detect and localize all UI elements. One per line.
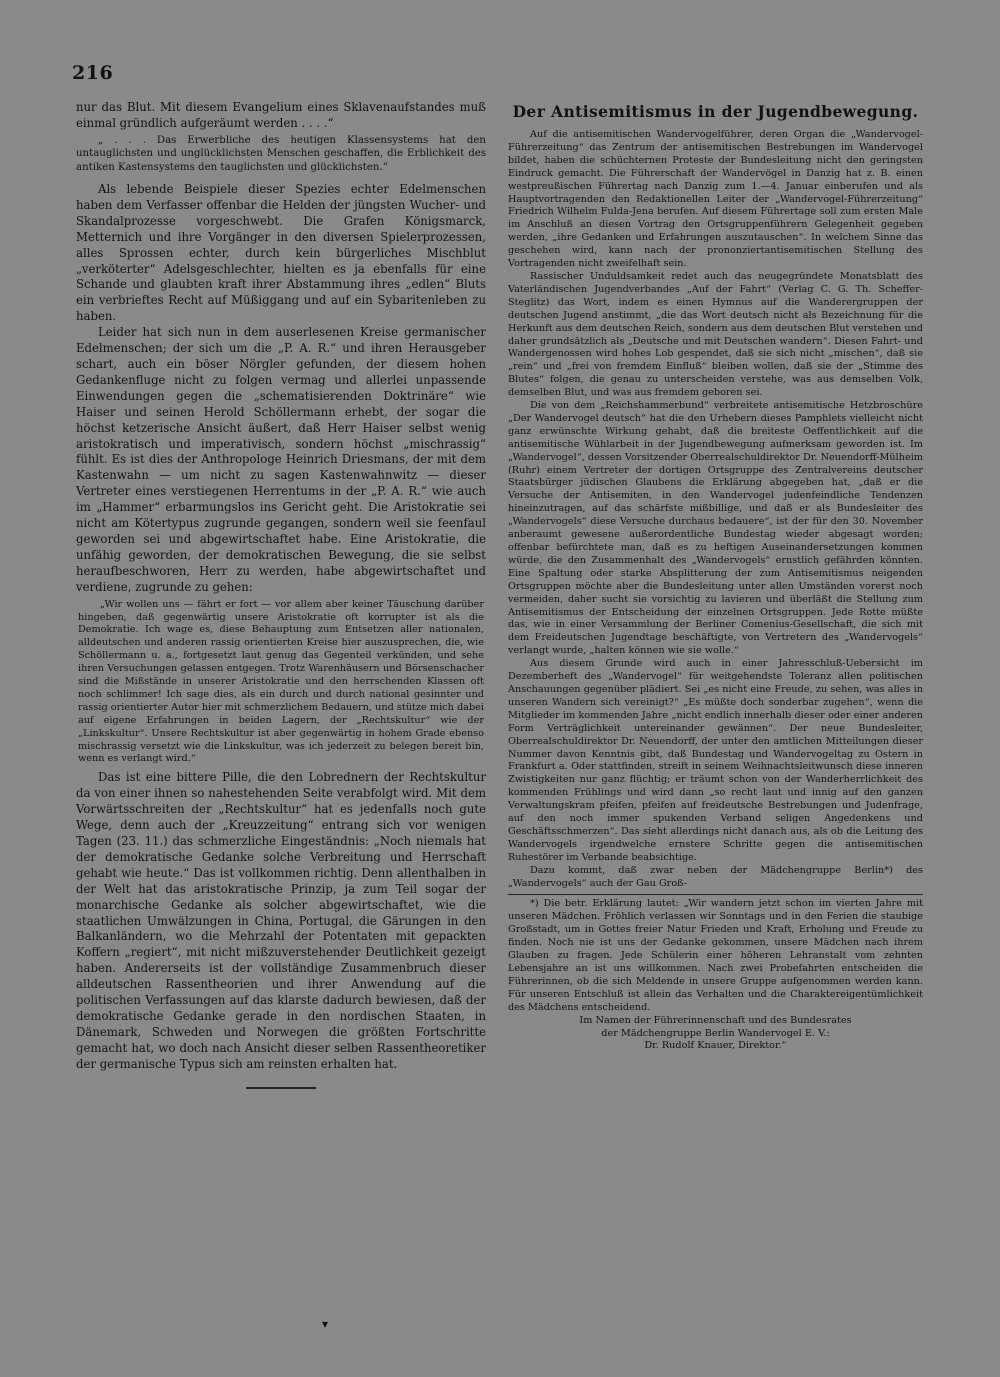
paragraph: nur das Blut. Mit diesem Evangelium eines Sklavenaufstandes muß einmal gründlich aufgeräumt werden . . . .“ — [76, 100, 486, 130]
article-heading: Der Antisemitismus in der Jugendbewegung. — [512, 102, 919, 121]
paragraph: Leider hat sich nun in dem auserlesenen Kreise germanischer Edelmenschen; der sich um die „P. A. R.“ und ihren Herausgeber schart, auch ein böser Nörgler gefunden, der diesem hohen Gedankenfluge nicht zu folgen vermag und allerlei unpassende Einwendungen gegen die „schematisierenden Doktrinäre“ wie Haiser und seinen Herold Schöllermann erhebt, der sogar die höchst ketzerische Ansicht äußert, daß Herr Haiser selbst wenig aristokratisch und imperativisch, sondern höchst „mischrassig“ fühlt. Es ist dies der Anthropologe Heinrich Driesmans, der mit dem Kastenwahn — um nicht zu sagen Kastenwahnwitz — dieser Vertreter eines verstiegenen Herrentums in der „P. A. R.“ wie auch im „Hammer“ erbarmungslos ins Gericht geht. Die Aristokratie sei nicht am Kötertypus zugrunde gegangen, sondern weil sie feenfaul geworden sei und abgewirtschaftet habe. Eine Aristokratie, die unfähig geworden, der demokratischen Bewegung, die sie selbst heraufbeschworen, Herr zu werden, habe abgewirtschaftet und verdiene, zugrunde zu gehen: — [76, 325, 486, 594]
left-column — [76, 100, 486, 1089]
footnote: *) Die betr. Erklärung lautet: „Wir wandern jetzt schon im vierten Jahre mit unseren Mädchen. Fröhlich verlassen wir Sonntags und in den Ferien die staubige Großstadt, um in Gottes freier Natur Frieden und Kraft, Erholung und Freude zu finden. Noch nie ist uns der Gedanke gekommen, unsere Mädchen nach ihrem Glauben zu fragen. Jede Schülerin einer höheren Lehranstalt vom zehnten Lebensjahre an ist uns willkommen. Nach zwei Probefahrten entscheiden die Führerinnen, ob die sich Meldende in unsere Gruppe aufgenommen werden kann. Für unseren Entschluß ist allein das Verhalten und die Charaktereigentümlichkeit des Mädchens entscheidend. — [508, 898, 923, 1013]
signature-line: Im Namen der Führerinnenschaft und des Bundesrates — [579, 1014, 852, 1026]
paragraph: Auf die antisemitischen Wandervogelführer, deren Organ die „Wandervogel-Führerzeitung“ das Zentrum der antisemitischen Bestrebungen im Wandervogel bildet, haben die schüchternen Proteste der Bundesleitung nicht den geringsten Eindruck gemacht. Die Führerschaft der Wandervögel in Danzig hat z. B. einen westpreußischen Führertag nach Danzig zum 1.—4. Januar einberufen und als Hauptvortragenden den Redaktionellen Leiter der „Wandervogel-Führerzeitung“ Friedrich Wilhelm Fulda-Jena berufen. Auf diesem Führertage soll zum ersten Male im Anschluß an diesen Vortrag den Ortsgruppenführern Gelegenheit gegeben werden, „ihre Gedanken und Erfahrungen auszutauschen“. In welchem Sinne das geschehen wird, kann nach der prononziertantisemitischen Stellung des Vortragenden nicht zweifelhaft sein. — [508, 129, 923, 270]
paragraph: „ . . . Das Erwerbliche des heutigen Klassensystems hat den untauglichsten und unglücklichsten Menschen geschaffen, die Erblichkeit des antiken Kastensystems den tauglichsten und glücklichsten.“ — [76, 134, 486, 173]
paragraph: Dazu kommt, daß zwar neben der Mädchengruppe Berlin*) des „Wandervogels“ auch der Gau Groß- — [508, 864, 923, 889]
paragraph: Rassischer Unduldsamkeit redet auch das neugegründete Monatsblatt des Vaterländischen Jugendverbandes „Auf der Fahrt“ (Verlag C. G. Th. Scheffer-Steglitz) das Wort, indem es einen Hymnus auf die Wanderergruppen der deutschen Jugend anstimmt, „die das Wort deutsch nicht als Bezeichnung für die Herkunft aus dem deutschen Reich, sondern aus dem deutschen Blut verstehen und daher grundsätzlich als „Deutsche und mit Deutschen wandern“. Diesen Fahrt- und Wandergenossen wird hohes Lob gespendet, daß sie sich nicht „mischen“, daß sie „rein“ und „frei von fremdem Einfluß“ bleiben wollen, daß sie der „Stimme des Blutes“ folgen, die genau zu unterscheiden verstehe, was aus demselben Volk, demselben Blut, und was aus fremdem geboren sei. — [508, 270, 923, 399]
paragraph: Als lebende Beispiele dieser Spezies echter Edelmenschen haben dem Verfasser offenbar die Helden der jüngsten Wucher- und Skandalprozesse vorgeschwebt. Die Grafen Königsmarck, Metternich und ihre Vorgänger in den diversen Spielerprozessen, alles Sprossen echter, durch kein bürgerliches Mischblut „verköterter“ Adelsgeschlechter, hielten es ja ebenfalls für eine Schande und glaubten kraft ihrer Abstammung ihres „edlen“ Bluts ein verbrieftes Recht auf Müßiggang und auf ein Sybaritenleben zu haben. — [76, 182, 486, 324]
printer-mark-icon: ▾ — [322, 1317, 329, 1331]
paragraph: Die von dem „Reichshammerbund“ verbreitete antisemitische Hetzbroschüre „Der Wandervogel deutsch“ hat die den Urhebern dieses Pamphlets vielleicht nicht ganz erwünschte Wirkung gehabt, daß die breiteste Oeffentlichkeit auf die antisemitische Wühlarbeit in der Jugendbewegung aufmerksam geworden ist. Im „Wandervogel“, dessen Vorsitzender Oberrealschuldirektor Dr. Neuendorff-Mülheim (Ruhr) einem Vertreter der dortigen Ortsgruppe des Zentralvereins deutscher Staatsbürger jüdischen Glaubens die Erklärung abgegeben hat, „daß er die Versuche der Antisemiten, in den Wandervogel judenfeindliche Tendenzen hineinzutragen, auf das schärfste mißbillige, und daß er als Bundesleiter des „Wandervogels“ diese Versuche durchaus bedauere“, ist der für den 30. November anberaumt gewesene außerordentliche Bundestag wieder abgesagt worden; offenbar befürchtete man, daß es zu heftigen Auseinandersetzungen kommen würde, die den Zusammenhalt des „Wandervogels“ ernstlich gefährden könnten. Eine Spaltung oder starke Absplitterung der zum Antisemitismus neigenden Ortsgruppen möchte aber die Bundesleitung unter allen Umständen vorerst noch vermeiden, daher sucht sie vorsichtig zu lavieren und überläßt die Stellung zum Antisemitismus der Entscheidung der einzelnen Ortsgruppen. Jede Rotte müßte das, wie in einer Versammlung der Berliner Comenius-Gesellschaft, die sich mit dem Freideutschen Jugendtage beschäftigte, von Vertretern des „Wandervogels“ verlangt wurde, „halten können wie sie wolle.“ — [508, 400, 923, 657]
signature-line: Dr. Rudolf Knauer, Direktor.“ — [644, 1040, 787, 1052]
paragraph: Aus diesem Grunde wird auch in einer Jahresschluß-Uebersicht im Dezemberheft des „Wandervogel“ für weitgehendste Toleranz allen politischen Anschauungen gegenüber plädiert. Sei „es nicht eine Freude, zu sehen, was alles in unseren Wandern sich vereinigt?“ „Es müßte doch sonderbar zugehen“, wenn die Mitglieder im kommenden Jahre „nicht endlich innerhalb dieser oder einer anderen Form Verträglichkeit untereinander gewännen“. Der neue Bundesleiter, Oberrealschuldirektor Dr. Neuendorff, der unter den amtlichen Mitteilungen dieser Nummer davon Kenntnis gibt, daß Bundestag und Wandervogeltag zu Ostern in Frankfurt a. Oder stattfinden, streift in seinem Weihnachtsleitwunsch diese inneren Zwistigkeiten nur ganz flüchtig; er träumt schon von der Wanderherrlichkeit des kommenden Frühlings und wird dann „so recht laut und innig auf den ganzen Verwaltungskram pfeifen, pfeifen auf freideutsche Bestrebungen und Judenfrage, auf den noch immer spukenden Verband seligen Angedenkens und Geschäftsschmerzen“. Das sieht allerdings nicht danach aus, als ob die Leitung des Wandervogels irgendwelche ernstere Schritte gegen die antisemitischen Ruhestörer im Verbande beabsichtige. — [508, 658, 923, 863]
footnote-divider — [508, 894, 923, 895]
block-quote: „Wir wollen uns — fährt er fort — vor allem aber keiner Täuschung darüber hingeben, daß gegenwärtig unsere Aristokratie oft korrupter ist als die Demokratie. Ich wage es, diese Behauptung zum Entsetzen aller nationalen, alldeutschen und anderen rassig orientierten Kreise hier auszusprechen, die, wie Schöllermann u. a., fortgesetzt laut genug das Gegenteil verkünden, und sehe ihren Versuchungen gelassen entgegen. Trotz Warenhäusern und Börsenschacher sind die Mißstände in unserer Aristokratie und den herrschenden Klassen oft noch schlimmer! Ich sage dies, als ein durch und durch national gesinnter und rassig orientierter Autor hier mit schmerzlichem Bedauern, und stütze mich dabei auf eigene Erfahrungen in beiden Lagern, der „Rechtskultur“ wie der „Linkskultur“. Unsere Rechtskultur ist aber gegenwärtig in hohem Grade ebenso mischrassig versetzt wie die Linkskultur, was ich jederzeit zu belegen bereit bin, wenn es verlangt wird.“ — [78, 598, 484, 765]
end-ornament-rule — [246, 1087, 316, 1089]
page-number: 216 — [72, 62, 114, 84]
signature-line: der Mädchengruppe Berlin Wandervogel E. V.: — [601, 1027, 830, 1039]
right-column — [508, 100, 923, 1053]
paragraph: Das ist eine bittere Pille, die den Lobrednern der Rechtskultur da von einer ihnen so nahestehenden Seite verabfolgt wird. Mit dem Vorwärtsschreiten der „Rechtskultur“ hat es jedenfalls noch gute Wege, denn auch der „Kreuzzeitung“ entrang sich vor wenigen Tagen (23. 11.) das schmerzliche Eingeständnis: „Noch niemals hat der demokratische Gedanke solche Verbreitung und Herrschaft gehabt wie heute.“ Das ist vollkommen richtig. Denn allenthalben in der Welt hat das aristokratische Prinzip, ja zum Teil sogar der monarchische Gedanke als solcher abgewirtschaftet, wie die staatlichen Umwälzungen in China, Portugal, die Gärungen in den Balkanländern, wo die Mehrzahl der Potentaten mit gepackten Koffern „regiert“, mit nicht mißzuverstehender Deutlichkeit gezeigt haben. Andererseits ist der vollständige Zusammenbruch dieser alldeutschen Rassentheorien und ihrer Anwendung auf die politischen Verfassungen auf das klarste dadurch bewiesen, daß der demokratische Gedanke gerade in den nordischen Staaten, in Dänemark, Schweden und Norwegen die größten Fortschritte gemacht hat, wo doch nach Ansicht dieser selben Rassentheoretiker der germanische Typus sich am reinsten erhalten hat. — [76, 770, 486, 1071]
